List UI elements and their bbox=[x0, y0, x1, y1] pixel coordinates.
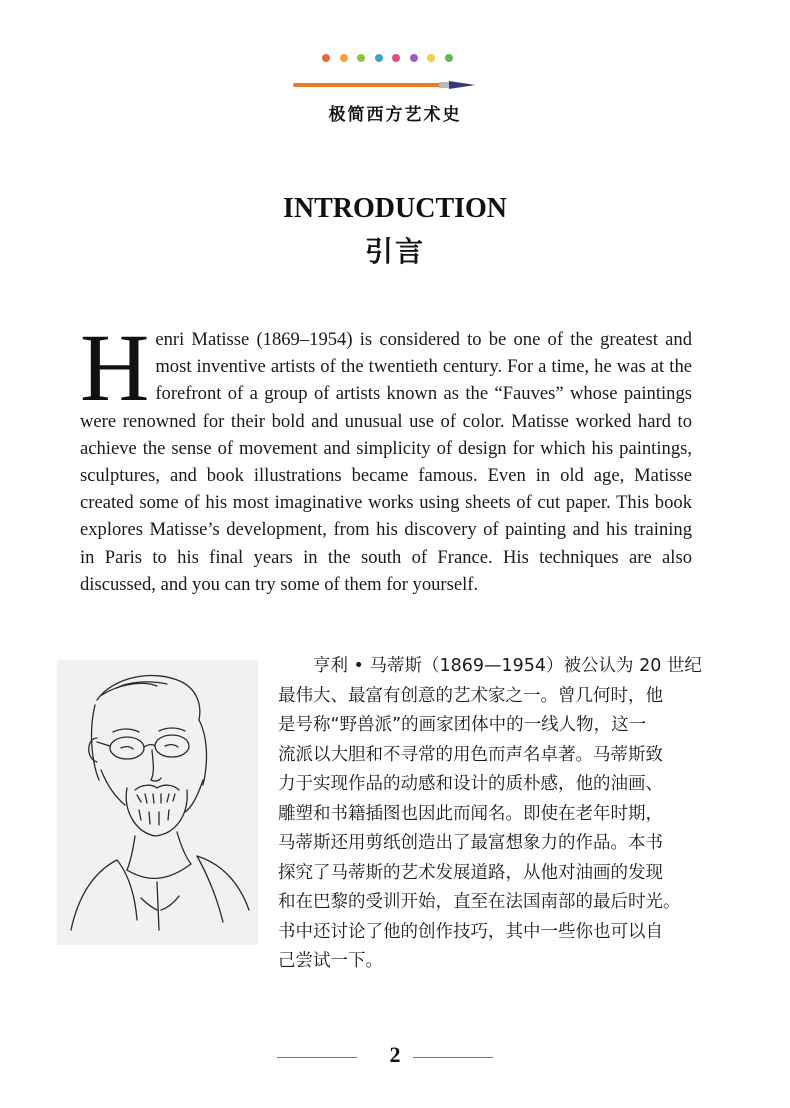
color-dot bbox=[340, 54, 348, 62]
chinese-line: 是号称“野兽派”的画家团体中的一线人物，这一 bbox=[278, 715, 647, 735]
english-paragraph-text: enri Matisse (1869–1954) is considered to be one of the greatest and most inventive artists of the twentieth century. For a time, he was at the forefront of a group of artists known as the “Fauves” whose paintings were renowned for their bold and unusual use of color. Matisse worked hard to achieve the sense of movement and simplicity of design for which his paintings, sculptures, and book illustrations became famous. Even in old age, Matisse created some of his most imaginative works using sheets of cut paper. This book explores Matisse’s development, from his discovery of painting and his training in Paris to his final years in the south of France. His techniques are also discussed, and you can try some of them for yourself. bbox=[80, 329, 692, 595]
drop-cap: H bbox=[80, 314, 150, 421]
color-dot bbox=[410, 54, 418, 62]
chinese-line: 亨利 • 马蒂斯（1869—1954）被公认为 20 世纪 bbox=[278, 656, 702, 676]
brush-tip bbox=[449, 81, 475, 89]
chapter-title-english: INTRODUCTION bbox=[282, 193, 508, 224]
chinese-line: 己尝试一下。 bbox=[278, 951, 383, 971]
chinese-line: 马蒂斯还用剪纸创造出了最富想象力的作品。本书 bbox=[278, 833, 663, 853]
paintbrush-icon bbox=[293, 78, 475, 92]
page-footer bbox=[0, 1040, 790, 1070]
chinese-line: 最伟大、最富有创意的艺术家之一。曾几何时，他 bbox=[278, 685, 663, 706]
color-dot bbox=[445, 54, 453, 62]
page-header bbox=[0, 0, 790, 130]
footer-rule-left bbox=[277, 1057, 357, 1058]
chinese-line: 流派以大胆和不寻常的用色而声名卓著。马蒂斯致 bbox=[278, 744, 663, 765]
color-dot bbox=[357, 54, 365, 62]
chapter-title-chinese: 引言 bbox=[364, 235, 425, 268]
brush-handle bbox=[293, 83, 443, 87]
chinese-line: 书中还讨论了他的创作技巧，其中一些你也可以自 bbox=[278, 921, 663, 942]
brush-ferrule bbox=[439, 82, 449, 88]
color-dot bbox=[392, 54, 400, 62]
color-dots bbox=[322, 54, 472, 66]
color-dot bbox=[322, 54, 330, 62]
color-dot bbox=[375, 54, 383, 62]
chinese-paragraph bbox=[278, 652, 702, 977]
color-dot bbox=[427, 54, 435, 62]
page-number: 2 bbox=[389, 1042, 401, 1067]
english-paragraph bbox=[80, 314, 692, 598]
chinese-line: 力于实现作品的动感和设计的质朴感，他的油画、 bbox=[278, 774, 663, 794]
chinese-line: 探究了马蒂斯的艺术发展道路，从他对油画的发现 bbox=[278, 862, 663, 883]
series-title: 极简西方艺术史 bbox=[328, 105, 462, 125]
chinese-line: 雕塑和书籍插图也因此而闻名。即使在老年时期， bbox=[278, 803, 663, 824]
chinese-line: 和在巴黎的受训开始，直至在法国南部的最后时光。 bbox=[278, 892, 681, 912]
matisse-portrait-sketch bbox=[57, 660, 258, 945]
footer-rule-right bbox=[413, 1057, 493, 1058]
